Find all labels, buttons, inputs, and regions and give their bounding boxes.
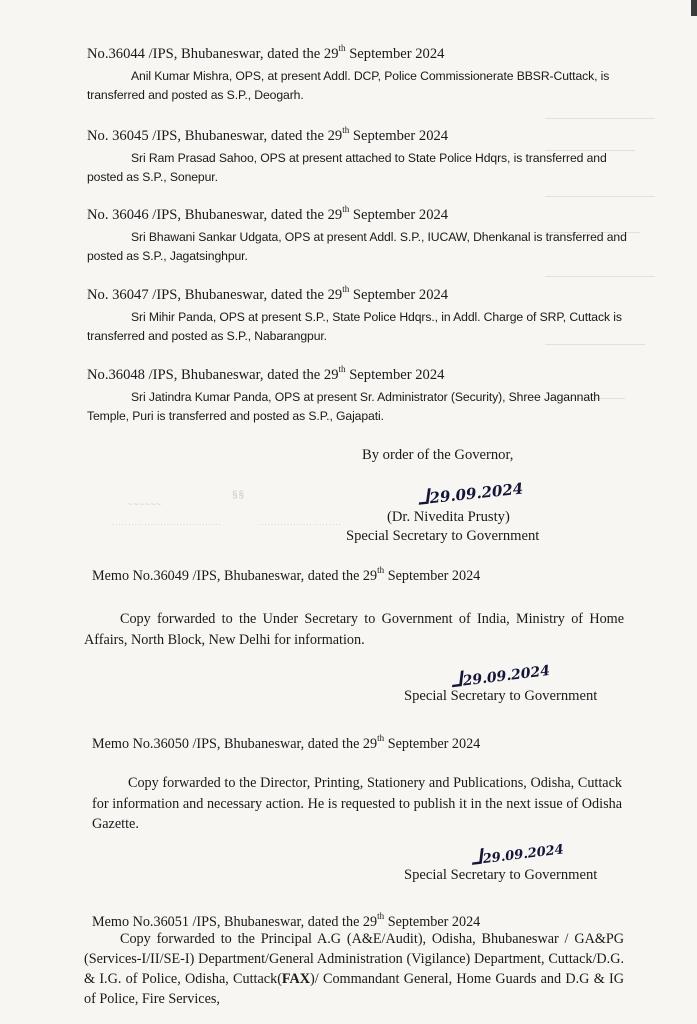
order-header: No. 36046 /IPS, Bhubaneswar, dated the 29th September 2024 <box>87 204 449 223</box>
bleed-line <box>545 118 655 119</box>
handwritten-signature: ᒧ29.09.2024 <box>448 662 551 692</box>
faded-stamp-mark: §§ <box>232 490 246 501</box>
handwritten-signature: ᒧ29.09.2024 <box>416 479 525 510</box>
memo-signoff: Special Secretary to Government <box>404 867 598 883</box>
memo-text: Copy forwarded to the Under Secretary to Government of India, Ministry of Home Affairs, North Block, New Delhi for information. <box>84 611 624 648</box>
signatory-title: Special Secretary to Government <box>346 528 540 544</box>
bleed-line <box>545 196 655 197</box>
memo-header: Memo No.36050 /IPS, Bhubaneswar, dated the 29th September 2024 <box>92 733 481 752</box>
order-text: Anil Kumar Mishra, OPS, at present Addl. DCP, Police Commissionerate BBSR-Cuttack, is transferred and posted as S.P., Deogarh. <box>87 69 610 102</box>
bleed-line <box>545 276 655 277</box>
order-text: Sri Jatindra Kumar Panda, OPS at present Sr. Administrator (Security), Shree Jagannath Temple, Puri is transferred and posted as S.P., Gajapati. <box>87 390 600 423</box>
memo-signoff: Special Secretary to Government <box>404 688 598 704</box>
order-text: Sri Bhawani Sankar Udgata, OPS at present Addl. S.P., IUCAW, Dhenkanal is transferred and posted as S.P., Jagatsinghpur. <box>87 230 627 263</box>
memo-header: Memo No.36051 /IPS, Bhubaneswar, dated the 29th September 2024 <box>92 911 481 930</box>
fax-label: FAX <box>281 971 311 987</box>
order-header: No.36044 /IPS, Bhubaneswar, dated the 29th September 2024 <box>87 43 445 62</box>
order-text: Sri Ram Prasad Sahoo, OPS at present attached to State Police Hdqrs, is transferred and posted as S.P., Sonepur. <box>87 151 607 184</box>
faded-stamp-mark: .................................. <box>112 518 222 527</box>
memo-text: Copy forwarded to the Principal A.G (A&E/Audit), Odisha, Bhubaneswar / GA&PG (Services-I/II/SE-I) Department/General Administration (Vigilance) Department, Cuttack/D.G. & I.G. of Police, Odisha, Cuttack(FAX)/ Commandant General, Home Guards and D.G & IG of Police, Fire Services, <box>84 931 624 1007</box>
order-header: No. 36047 /IPS, Bhubaneswar, dated the 29th September 2024 <box>87 284 449 303</box>
memo-text: Copy forwarded to the Director, Printing, Stationery and Publications, Odisha, Cuttack for information and necessary action. He is requested to publish it in the next issue of Odisha Gazette. <box>92 775 622 832</box>
memo-header: Memo No.36049 /IPS, Bhubaneswar, dated the 29th September 2024 <box>92 565 481 584</box>
order-header: No. 36045 /IPS, Bhubaneswar, dated the 29th September 2024 <box>87 125 449 144</box>
handwritten-signature: ᒧ29.09.2024 <box>468 842 565 870</box>
faded-stamp-mark: .......................... <box>258 518 342 527</box>
order-text: Sri Mihir Panda, OPS at present S.P., State Police Hdqrs., in Addl. Charge of SRP, Cuttack is transferred and posted as S.P., Nabarangpur. <box>87 310 622 343</box>
by-order-line: By order of the Governor, <box>362 447 514 463</box>
faded-stamp-mark: ~~~~~~ <box>128 500 163 509</box>
order-header: No.36048 /IPS, Bhubaneswar, dated the 29th September 2024 <box>87 364 445 383</box>
scan-edge-mark <box>691 0 697 16</box>
signatory-name: (Dr. Nivedita Prusty) <box>387 509 510 525</box>
